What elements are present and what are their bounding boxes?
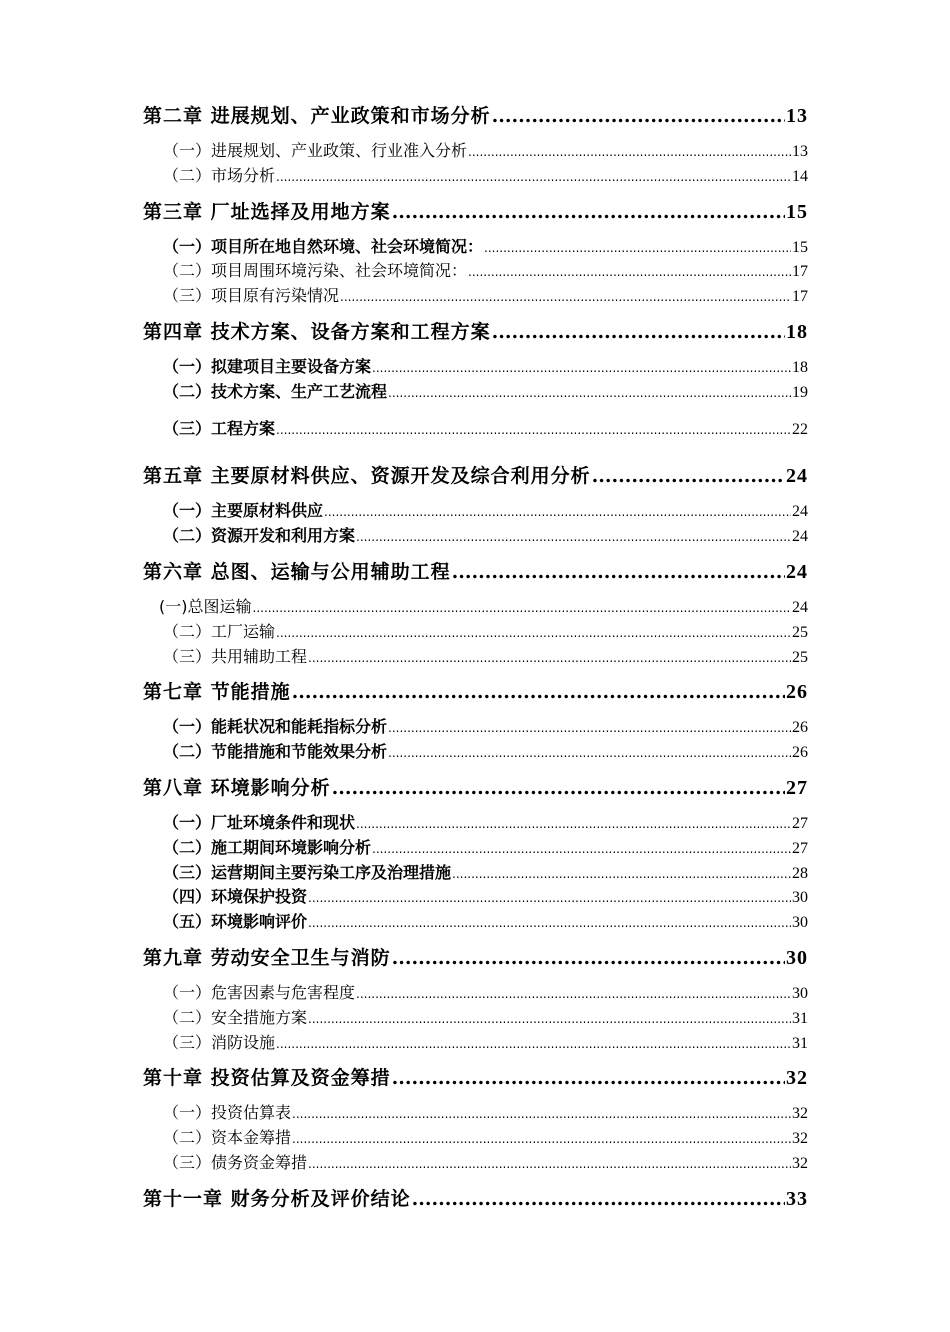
toc-dot-leader (276, 620, 791, 646)
toc-page-number: 28 (792, 864, 808, 882)
toc-section-entry[interactable] (143, 417, 808, 442)
toc-entry-title: 第六章 总图、运输与公用辅助工程 (143, 560, 451, 583)
toc-entry-title: 第九章 劳动安全卫生与消防 (143, 946, 391, 969)
toc-entry-title: (一)总图运输 (159, 596, 252, 616)
toc-dot-leader (308, 885, 791, 911)
toc-dot-leader (388, 740, 791, 766)
toc-section-entry[interactable] (143, 139, 808, 164)
toc-entry-title: （二）资源开发和利用方案 (163, 526, 356, 546)
toc-page-number: 30 (792, 914, 808, 932)
toc-dot-leader (392, 940, 785, 976)
toc-dot-leader (356, 524, 791, 550)
toc-dot-leader (372, 836, 791, 862)
toc-page-number: 19 (792, 383, 808, 401)
toc-page-number: 24 (786, 465, 808, 488)
toc-chapter-entry[interactable] (143, 1181, 808, 1217)
toc-entry-title: （二）技术方案、生产工艺流程 (163, 381, 388, 401)
toc-section-entry[interactable] (143, 259, 808, 284)
toc-page-number: 30 (786, 946, 808, 969)
toc-section-entry[interactable] (143, 164, 808, 189)
toc-section-entry[interactable] (143, 836, 808, 861)
toc-dot-leader (492, 98, 785, 134)
toc-chapter-entry[interactable] (143, 458, 808, 494)
toc-chapter-entry[interactable] (143, 314, 808, 350)
toc-page-number: 27 (792, 839, 808, 857)
toc-entry-title: （二）安全措施方案 (163, 1007, 308, 1027)
toc-section-entry[interactable] (143, 861, 808, 886)
toc-entry-title: （一）项目所在地自然环境、社会环境简况： (163, 236, 484, 256)
toc-page-number: 32 (786, 1067, 808, 1090)
toc-dot-leader (468, 139, 791, 165)
toc-entry-title: 第十章 投资估算及资金筹措 (143, 1067, 391, 1090)
toc-page-number: 27 (792, 814, 808, 832)
toc-entry-title: （一）主要原材料供应 (163, 501, 324, 521)
toc-entry-title: 第三章 厂址选择及用地方案 (143, 200, 391, 223)
toc-page-number: 30 (792, 889, 808, 907)
toc-dot-leader (292, 1101, 791, 1127)
toc-entry-title: （二）节能措施和节能效果分析 (163, 742, 388, 762)
toc-page-number: 30 (792, 984, 808, 1002)
toc-page-number: 18 (786, 320, 808, 343)
toc-dot-leader (308, 1006, 791, 1032)
toc-dot-leader (276, 1031, 791, 1057)
toc-section-entry[interactable] (143, 811, 808, 836)
toc-page-number: 24 (786, 560, 808, 583)
toc-page-number: 32 (792, 1105, 808, 1123)
toc-dot-leader (292, 1126, 791, 1152)
toc-entry-title: （四）环境保护投资 (163, 887, 308, 907)
toc-section-entry[interactable] (143, 235, 808, 260)
toc-entry-title: （一）投资估算表 (163, 1103, 292, 1123)
toc-dot-leader (592, 458, 785, 494)
toc-chapter-entry[interactable] (143, 554, 808, 590)
toc-dot-leader (276, 164, 791, 190)
toc-dot-leader (412, 1181, 785, 1217)
toc-entry-title: （一）进展规划、产业政策、行业准入分析 (163, 141, 468, 160)
toc-dot-leader (253, 595, 792, 621)
toc-section-entry[interactable] (143, 740, 808, 765)
toc-section-entry[interactable] (143, 1006, 808, 1031)
toc-dot-leader (392, 1060, 785, 1096)
toc-section-entry[interactable] (143, 1101, 808, 1126)
toc-section-entry[interactable] (143, 620, 808, 645)
toc-page-number: 15 (792, 238, 808, 256)
toc-section-entry[interactable] (143, 645, 808, 670)
toc-dot-leader (332, 770, 785, 806)
toc-dot-leader (452, 554, 785, 590)
toc-page-number: 22 (792, 420, 808, 438)
toc-dot-leader (308, 645, 791, 671)
toc-page-number: 25 (792, 623, 808, 641)
toc-entry-title: （一）能耗状况和能耗指标分析 (163, 717, 388, 737)
toc-dot-leader (372, 355, 791, 381)
toc-page-number: 13 (786, 105, 808, 127)
toc-page-number: 31 (792, 1009, 808, 1027)
toc-entry-title: 第五章 主要原材料供应、资源开发及综合利用分析 (143, 465, 591, 488)
toc-entry-title: （一）拟建项目主要设备方案 (163, 356, 372, 376)
toc-dot-leader (452, 861, 791, 887)
toc-dot-leader (468, 259, 791, 285)
toc-section-entry[interactable] (143, 715, 808, 740)
toc-entry-title: （二）施工期间环境影响分析 (163, 837, 372, 857)
toc-chapter-entry[interactable] (143, 940, 808, 976)
toc-section-entry[interactable] (143, 380, 808, 405)
toc-page-number: 14 (792, 167, 808, 185)
toc-entry-title: （三）运营期间主要污染工序及治理措施 (163, 862, 452, 882)
toc-page-number: 26 (792, 719, 808, 737)
toc-page-number: 18 (792, 358, 808, 376)
toc-entry-title: 第四章 技术方案、设备方案和工程方案 (143, 320, 491, 343)
toc-entry-title: 第十一章 财务分析及评价结论 (143, 1187, 411, 1210)
toc-page-number: 17 (792, 263, 808, 281)
toc-entry-title: （三）工程方案 (163, 418, 276, 438)
toc-entry-title: （三）项目原有污染情况 (163, 286, 340, 306)
toc-section-entry[interactable] (143, 981, 808, 1006)
toc-chapter-entry[interactable] (143, 98, 808, 134)
toc-page-number: 24 (792, 598, 808, 616)
toc-page-number: 31 (792, 1034, 808, 1052)
toc-section-entry[interactable] (143, 524, 808, 549)
toc-page-number: 26 (792, 744, 808, 762)
toc-dot-leader (392, 194, 785, 230)
toc-section-entry[interactable] (143, 885, 808, 910)
toc-page-number: 13 (792, 143, 808, 160)
toc-page-number: 24 (792, 503, 808, 521)
toc-section-entry[interactable] (143, 1126, 808, 1151)
toc-section-entry[interactable] (143, 910, 808, 935)
toc-chapter-entry[interactable] (143, 674, 808, 710)
toc-section-entry[interactable] (143, 499, 808, 524)
toc-section-entry[interactable] (143, 355, 808, 380)
toc-dot-leader (492, 314, 785, 350)
toc-entry-title: （三）共用辅助工程 (163, 646, 308, 666)
toc-dot-leader (388, 380, 791, 406)
toc-entry-title: 第八章 环境影响分析 (143, 776, 331, 799)
toc-dot-leader (340, 284, 791, 310)
toc-page-number: 32 (792, 1154, 808, 1172)
toc-entry-title: 第二章 进展规划、产业政策和市场分析 (143, 105, 491, 127)
toc-dot-leader (292, 674, 785, 710)
toc-dot-leader (388, 715, 791, 741)
toc-page-number: 17 (792, 288, 808, 306)
toc-dot-leader (308, 910, 791, 936)
toc-page-number: 15 (786, 200, 808, 223)
toc-chapter-entry[interactable] (143, 770, 808, 806)
toc-entry-title: （一）危害因素与危害程度 (163, 982, 356, 1002)
toc-section-entry[interactable] (143, 1151, 808, 1176)
toc-dot-leader (356, 811, 791, 837)
toc-entry-title: （二）市场分析 (163, 165, 276, 185)
toc-dot-leader (484, 235, 791, 261)
toc-dot-leader (356, 981, 791, 1007)
toc-dot-leader (324, 499, 791, 525)
toc-entry-title: （一）厂址环境条件和现状 (163, 812, 356, 832)
toc-entry-title: （二）资本金筹措 (163, 1128, 292, 1148)
toc-entry-title: （三）债务资金筹措 (163, 1152, 308, 1172)
toc-page-number: 24 (792, 528, 808, 546)
table-of-contents (143, 98, 808, 1217)
toc-page-number: 32 (792, 1130, 808, 1148)
toc-entry-title: （二）项目周围环境污染、社会环境简况： (163, 261, 468, 281)
toc-chapter-entry[interactable] (143, 1060, 808, 1096)
toc-entry-title: 第七章 节能措施 (143, 681, 291, 704)
toc-chapter-entry[interactable] (143, 194, 808, 230)
toc-entry-title: （五）环境影响评价 (163, 912, 308, 932)
toc-section-entry[interactable] (143, 1031, 808, 1056)
toc-dot-leader (276, 417, 791, 443)
toc-entry-title: （三）消防设施 (163, 1032, 276, 1052)
toc-entry-title: （二）工厂运输 (163, 621, 276, 641)
toc-page-number: 27 (786, 776, 808, 799)
toc-page-number: 25 (792, 648, 808, 666)
toc-dot-leader (308, 1151, 791, 1177)
toc-page-number: 33 (786, 1187, 808, 1210)
toc-section-entry[interactable] (143, 284, 808, 309)
toc-section-entry[interactable] (143, 595, 808, 620)
toc-page-number: 26 (786, 681, 808, 704)
